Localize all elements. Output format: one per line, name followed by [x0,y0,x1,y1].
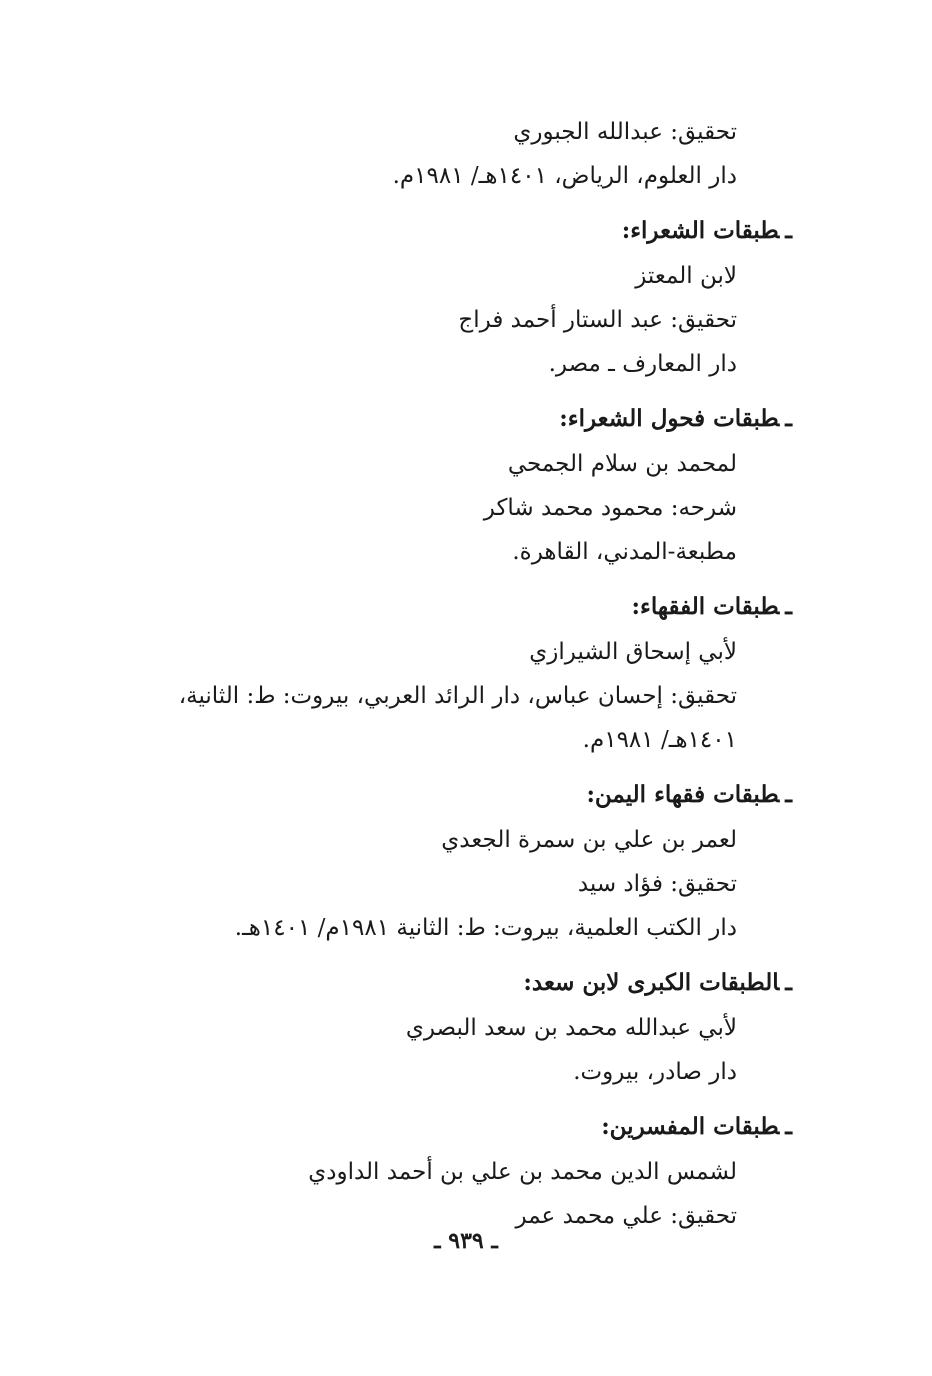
entry-line: لعمر بن علي بن سمرة الجعدي [441,827,737,853]
entry-title [132,772,792,818]
entry-dash: ـ [785,1113,792,1140]
entry-title-text: طبقات الفقهاء: [631,593,780,620]
intro-line: دار العلوم، الرياض، ١٤٠١هـ/ ١٩٨١م. [392,163,737,189]
entry-line: تحقيق: عبد الستار أحمد فراج [458,307,737,333]
entry-dash: ـ [785,969,792,996]
entry-dash: ـ [785,781,792,808]
entry-line: لشمس الدين محمد بن علي بن أحمد الداودي [308,1159,737,1185]
bibliography-list [132,110,792,1238]
entry-line: تحقيق: فؤاد سيد [577,871,737,897]
entry-line: لأبي إسحاق الشيرازي [529,639,737,665]
entry-line: مطبعة-المدني، القاهرة. [512,539,737,565]
entry-title [132,208,792,254]
entry-title-text: طبقات فقهاء اليمن: [586,781,780,808]
entry-line: لمحمد بن سلام الجمحي [507,451,737,477]
entry-line: تحقيق: علي محمد عمر [515,1203,737,1229]
entry-title-text: طبقات المفسرين: [601,1113,780,1140]
entry-title-text: طبقات الشعراء: [621,217,780,244]
page-number: ـ ٩٣٩ ـ [434,1228,498,1254]
entry-line-wrapped: تحقيق: إحسان عباس، دار الرائد العربي، بيروت: ط: الثانية، ١٤٠١هـ/ ١٩٨١م. [178,683,737,753]
entry-title-text: الطبقات الكبرى لابن سعد: [523,969,780,996]
entry-title-text: طبقات فحول الشعراء: [559,405,780,432]
entry-line: لابن المعتز [635,263,737,289]
entry-title [132,960,792,1006]
entry-title [132,1104,792,1150]
entry-line: لأبي عبدالله محمد بن سعد البصري [405,1015,737,1041]
entry-title [132,584,792,630]
entry-dash: ـ [785,405,792,432]
entry-line: دار الكتب العلمية، بيروت: ط: الثانية ١٩٨١م/ ١٤٠١هـ. [234,915,737,941]
entry-title [132,396,792,442]
entry-dash: ـ [785,593,792,620]
intro-line: تحقيق: عبدالله الجبوري [513,119,737,145]
entry-line: دار صادر، بيروت. [573,1059,737,1085]
entry-line: دار المعارف ـ مصر. [548,351,737,377]
entry-dash: ـ [785,217,792,244]
entry-line: شرحه: محمود محمد شاكر [483,495,737,521]
